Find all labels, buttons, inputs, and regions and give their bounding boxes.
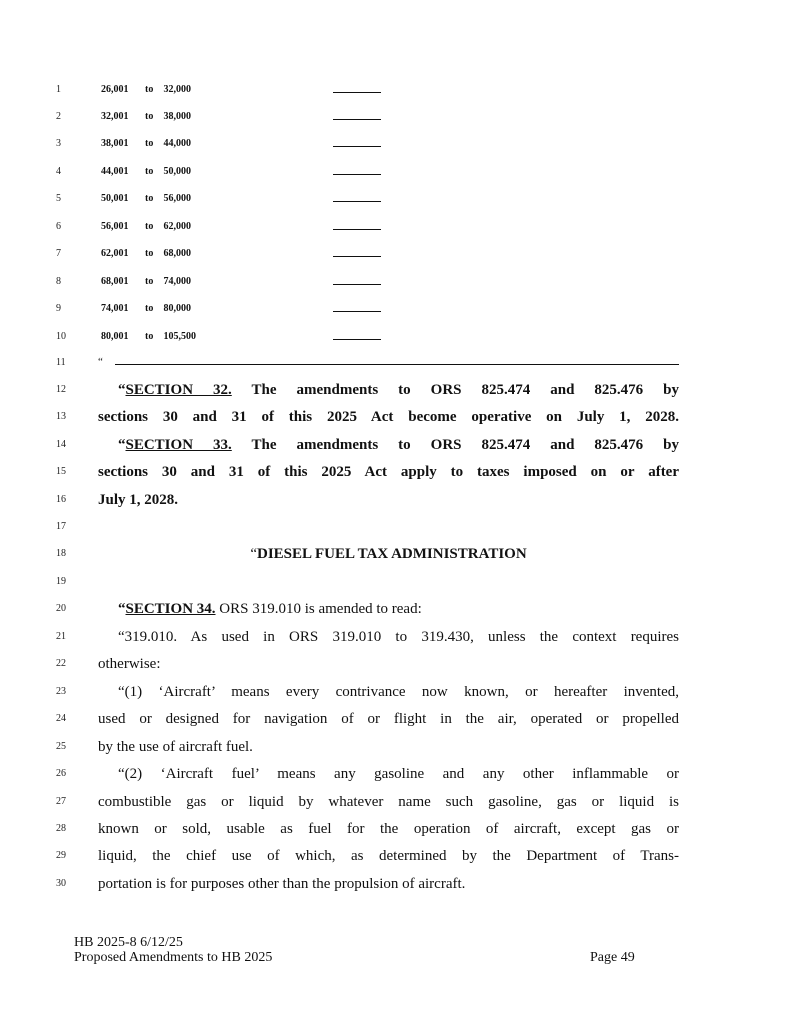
fill-in-blank [333,201,381,202]
text-line [0,572,800,592]
line-number: 2 [56,111,61,122]
line-number: 15 [56,466,66,477]
range-from: 74,001 [101,303,129,314]
section-33-line-2: sections 30 and 31 of this 2025 Act apply to taxes imposed on or after [98,464,679,480]
open-quote: “ [98,356,103,368]
table-row [0,162,800,182]
table-row [0,134,800,154]
line-number: 8 [56,276,61,287]
body-line-23: “(1) ‘Aircraft’ means every contrivance now known, or hereafter invented, [118,684,679,700]
line-number: 11 [56,357,66,368]
line-number: 17 [56,521,66,532]
fill-in-blank [333,92,381,93]
body-line-27: combustible gas or liquid by whatever name such gasoline, gas or liquid is [98,794,679,810]
body-line-26: “(2) ‘Aircraft fuel’ means any gasoline and any other inflammable or [118,766,679,782]
text-line [0,544,800,564]
text-line [0,654,800,674]
section-34-label: SECTION 34. [125,601,216,617]
line-number: 12 [56,384,66,395]
line-number: 3 [56,138,61,149]
section-34-line-1: “SECTION 34. ORS 319.010 is amended to read: [118,601,422,617]
text-line [0,407,800,427]
range-upper: 50,000 [163,166,191,177]
body-line-21: “319.010. As used in ORS 319.010 to 319.430, unless the context requires [118,629,679,645]
range-to: to [145,166,154,177]
section-33-line-3: July 1, 2028. [98,492,179,508]
range-upper: 74,000 [163,276,191,287]
line-number: 30 [56,878,66,889]
table-row [0,327,800,347]
body-line-28: known or sold, usable as fuel for the operation of aircraft, except gas or [98,821,679,837]
range-upper: 80,000 [163,303,191,314]
range-upper: 38,000 [163,111,191,122]
line-number: 24 [56,713,66,724]
line-number: 27 [56,796,66,807]
section-heading: “DIESEL FUEL TAX ADMINISTRATION [250,546,527,562]
body-line-30: portation is for purposes other than the propulsion of aircraft. [98,876,466,892]
heading-text: DIESEL FUEL TAX ADMINISTRATION [257,546,527,562]
table-row [0,272,800,292]
line-number: 4 [56,166,61,177]
fill-in-blank [333,311,381,312]
line-number: 14 [56,439,66,450]
line-number: 13 [56,411,66,422]
fill-in-blank [333,284,381,285]
text-line [0,380,800,400]
range-to: to [145,193,154,204]
range-from: 50,001 [101,193,129,204]
body-line-29: liquid, the chief use of which, as determined by the Department of Trans- [98,848,679,864]
line-number: 29 [56,850,66,861]
line-number: 22 [56,658,66,669]
body-line-25: by the use of aircraft fuel. [98,739,253,755]
line-number: 23 [56,686,66,697]
text-line [0,874,800,894]
line-number: 16 [56,494,66,505]
text-line [0,627,800,647]
line-number: 25 [56,741,66,752]
fill-in-blank [333,146,381,147]
range-upper: 105,500 [163,331,196,342]
text-line [0,709,800,729]
fill-in-blank [333,174,381,175]
range-to: to [145,303,154,314]
line-number: 10 [56,331,66,342]
table-row [0,217,800,237]
line-number: 1 [56,84,61,95]
range-upper: 56,000 [163,193,191,204]
range-to: to [145,331,154,342]
text-line [0,490,800,510]
range-from: 32,001 [101,111,129,122]
fill-in-blank [333,256,381,257]
range-upper: 44,000 [163,138,191,149]
table-row [0,244,800,264]
line-number: 26 [56,768,66,779]
section-33-label: SECTION 33. [125,437,232,453]
line-number: 6 [56,221,61,232]
section-32-line-1: “SECTION 32. The amendments to ORS 825.474 and 825.476 by [118,382,680,398]
range-from: 80,001 [101,331,129,342]
table-row [0,80,800,100]
fill-in-blank [333,339,381,340]
table-row [0,189,800,209]
range-from: 38,001 [101,138,129,149]
text-line [0,819,800,839]
range-upper: 68,000 [163,248,191,259]
text-line [0,737,800,757]
table-row [0,299,800,319]
text-line [0,764,800,784]
line-number: 9 [56,303,61,314]
range-from: 62,001 [101,248,129,259]
fill-in-blank [333,119,381,120]
line-number: 18 [56,548,66,559]
range-to: to [145,221,154,232]
section-32-line-2: sections 30 and 31 of this 2025 Act become operative on July 1, 2028. [98,409,679,425]
line-number: 28 [56,823,66,834]
footer-doc-id: HB 2025-8 6/12/25 [74,935,183,950]
text-line [0,792,800,812]
text-line [0,462,800,482]
line-number: 19 [56,576,66,587]
line-number: 20 [56,603,66,614]
range-to: to [145,111,154,122]
range-from: 26,001 [101,84,129,95]
line-number: 5 [56,193,61,204]
footer-title: Proposed Amendments to HB 2025 [74,950,273,965]
range-upper: 62,000 [163,221,191,232]
text-line [0,599,800,619]
fill-in-blank [333,229,381,230]
body-line-22: otherwise: [98,656,161,672]
closing-rule-line [0,353,800,373]
range-to: to [145,276,154,287]
line-number: 21 [56,631,66,642]
text-line [0,682,800,702]
footer-page-number: Page 49 [590,950,635,965]
range-from: 44,001 [101,166,129,177]
text-line [0,517,800,537]
line-number: 7 [56,248,61,259]
text-line [0,435,800,455]
section-32-label: SECTION 32. [125,382,232,398]
range-from: 68,001 [101,276,129,287]
body-line-24: used or designed for navigation of or flight in the air, operated or propelled [98,711,679,727]
range-upper: 32,000 [163,84,191,95]
horizontal-rule [115,364,679,365]
range-to: to [145,138,154,149]
table-row [0,107,800,127]
range-from: 56,001 [101,221,129,232]
section-33-line-1: “SECTION 33. The amendments to ORS 825.474 and 825.476 by [118,437,680,453]
range-to: to [145,84,154,95]
text-line [0,846,800,866]
range-to: to [145,248,154,259]
